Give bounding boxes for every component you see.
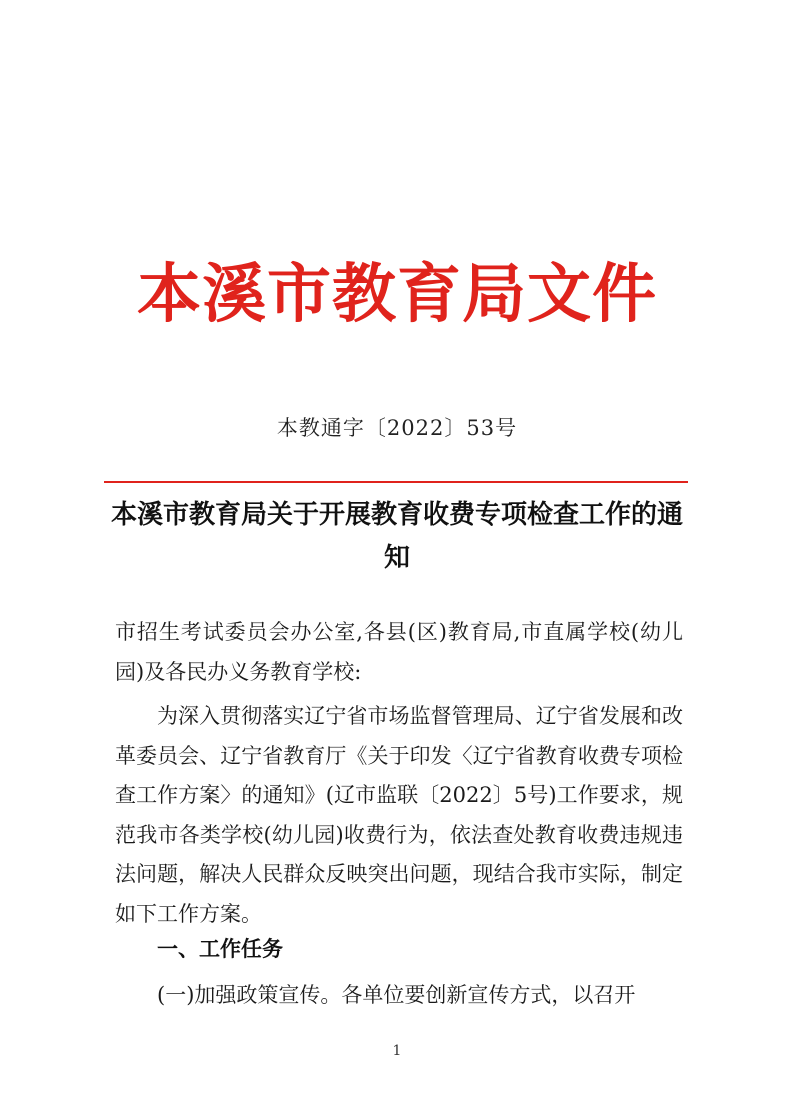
document-number: 本教通字〔2022〕53号	[276, 416, 518, 440]
notice-title: 本溪市教育局关于开展教育收费专项检查工作的通知	[110, 500, 683, 573]
salutation: 市招生考试委员会办公室,各县(区)教育局,市直属学校(幼儿园)及各民办义务教育学校:	[115, 620, 683, 684]
section-heading-work-tasks: 一、工作任务	[157, 937, 283, 961]
page-number: 1	[392, 1043, 402, 1059]
paragraph-policy-publicity: (一)加强政策宣传。各单位要创新宣传方式，以召开	[157, 983, 636, 1007]
red-divider-line	[104, 481, 688, 483]
document-header-title: 本溪市教育局文件	[137, 258, 657, 332]
paragraph-intro: 为深入贯彻落实辽宁省市场监督管理局、辽宁省发展和改革委员会、辽宁省教育厅《关于印发〈辽宁省教育收费专项检查工作方案〉的通知》(辽市监联〔2022〕5号)工作要求，规范我市各类学校(幼儿园)收费行为，依法查处教育收费违规违法问题，解决人民群众反映突出问题，现结合我市实际，制定如下工作方案。	[115, 704, 683, 926]
